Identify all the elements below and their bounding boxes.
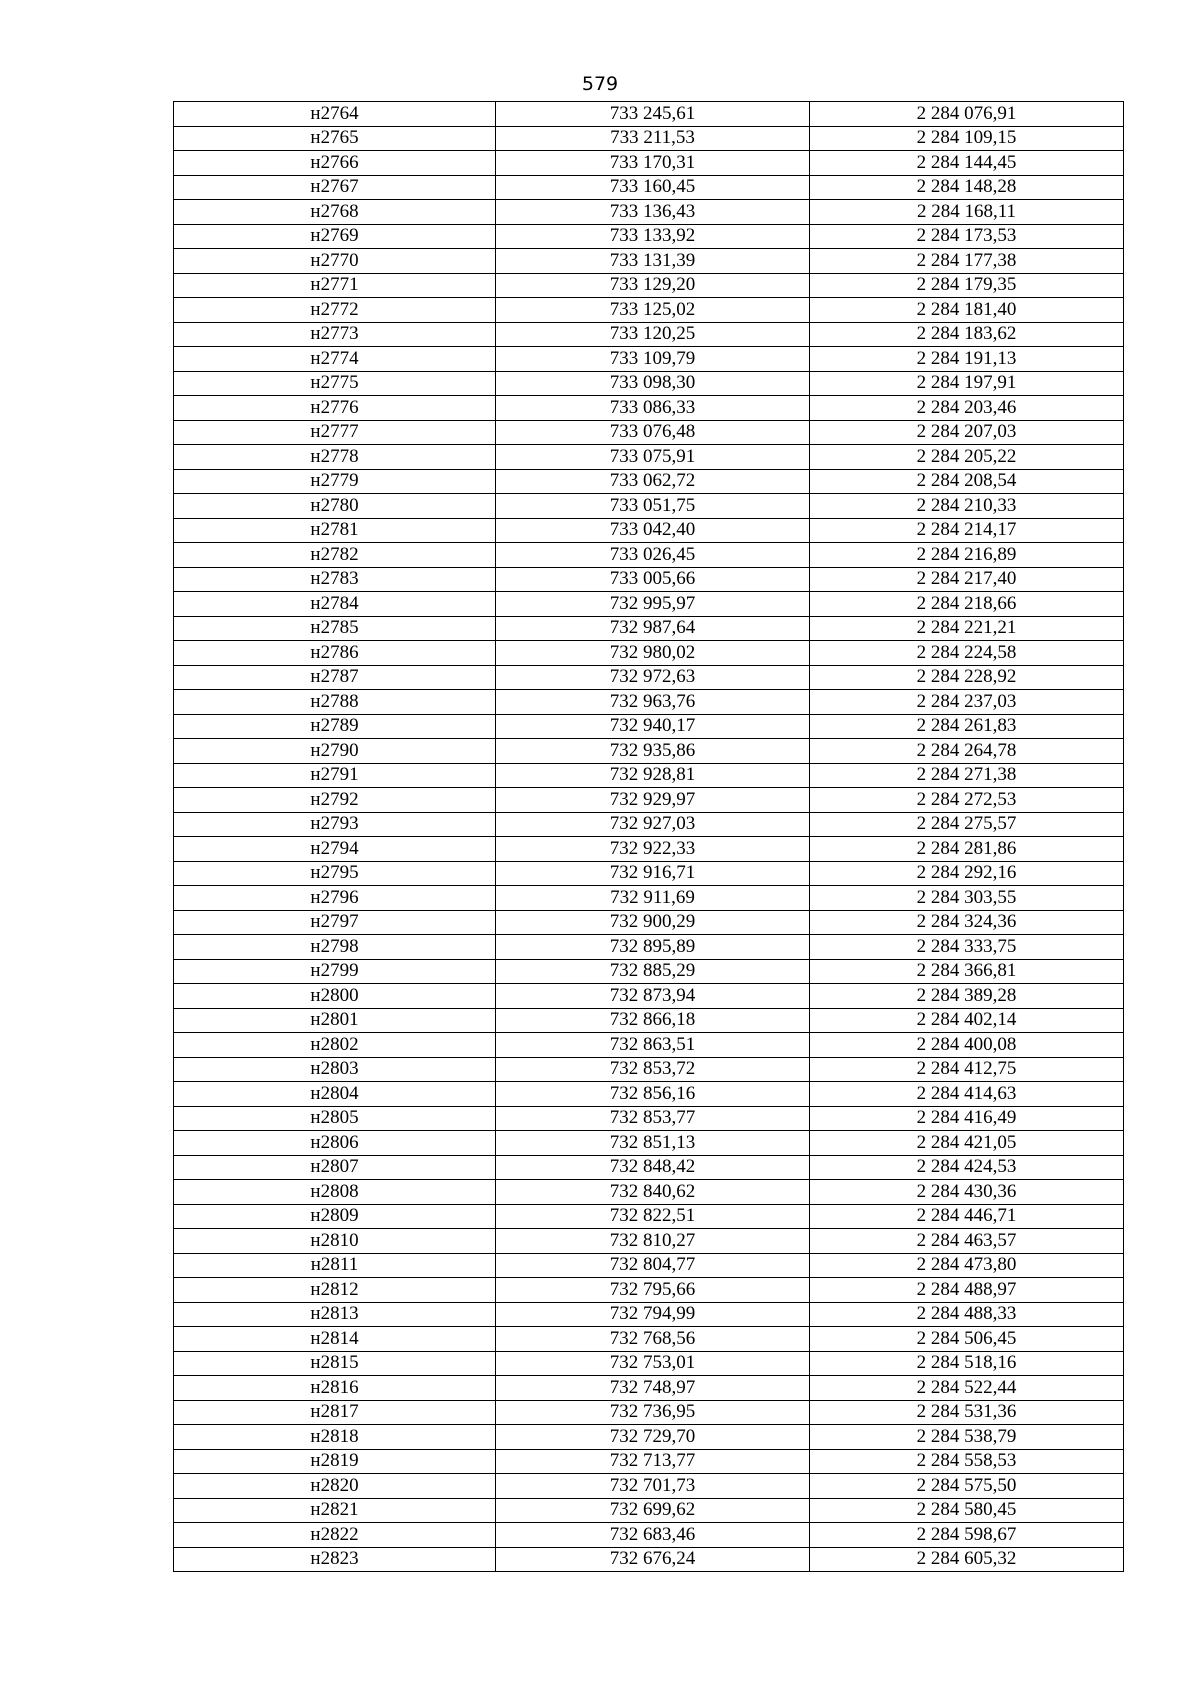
x-coordinate-cell: 733 125,02 [496, 298, 810, 323]
y-coordinate-cell: 2 284 558,53 [810, 1449, 1124, 1474]
y-coordinate-cell: 2 284 183,62 [810, 322, 1124, 347]
point-id-cell: н2777 [174, 420, 496, 445]
x-coordinate-cell: 733 133,92 [496, 224, 810, 249]
x-coordinate-cell: 732 863,51 [496, 1033, 810, 1058]
y-coordinate-cell: 2 284 389,28 [810, 984, 1124, 1009]
point-id-cell: н2783 [174, 567, 496, 592]
y-coordinate-cell: 2 284 272,53 [810, 788, 1124, 813]
table-row [174, 224, 1124, 249]
x-coordinate-cell: 733 131,39 [496, 249, 810, 274]
point-id-cell: н2769 [174, 224, 496, 249]
x-coordinate-cell: 733 211,53 [496, 126, 810, 151]
table-row [174, 665, 1124, 690]
x-coordinate-cell: 733 120,25 [496, 322, 810, 347]
table-row [174, 1400, 1124, 1425]
table-row [174, 1351, 1124, 1376]
table-row [174, 420, 1124, 445]
point-id-cell: н2795 [174, 861, 496, 886]
y-coordinate-cell: 2 284 148,28 [810, 175, 1124, 200]
x-coordinate-cell: 732 851,13 [496, 1131, 810, 1156]
y-coordinate-cell: 2 284 580,45 [810, 1498, 1124, 1523]
x-coordinate-cell: 732 940,17 [496, 714, 810, 739]
table-row [174, 1131, 1124, 1156]
point-id-cell: н2771 [174, 273, 496, 298]
x-coordinate-cell: 732 963,76 [496, 690, 810, 715]
y-coordinate-cell: 2 284 412,75 [810, 1057, 1124, 1082]
table-row [174, 298, 1124, 323]
y-coordinate-cell: 2 284 076,91 [810, 102, 1124, 127]
point-id-cell: н2778 [174, 445, 496, 470]
point-id-cell: н2774 [174, 347, 496, 372]
table-row [174, 1498, 1124, 1523]
y-coordinate-cell: 2 284 179,35 [810, 273, 1124, 298]
x-coordinate-cell: 732 972,63 [496, 665, 810, 690]
table-row [174, 200, 1124, 225]
table-row [174, 788, 1124, 813]
point-id-cell: н2786 [174, 641, 496, 666]
x-coordinate-cell: 732 729,70 [496, 1425, 810, 1450]
point-id-cell: н2768 [174, 200, 496, 225]
x-coordinate-cell: 732 922,33 [496, 837, 810, 862]
point-id-cell: н2815 [174, 1351, 496, 1376]
point-id-cell: н2776 [174, 396, 496, 421]
point-id-cell: н2784 [174, 592, 496, 617]
table-row [174, 1229, 1124, 1254]
y-coordinate-cell: 2 284 488,97 [810, 1278, 1124, 1303]
point-id-cell: н2779 [174, 469, 496, 494]
point-id-cell: н2818 [174, 1425, 496, 1450]
table-row [174, 1253, 1124, 1278]
point-id-cell: н2766 [174, 151, 496, 176]
point-id-cell: н2788 [174, 690, 496, 715]
x-coordinate-cell: 733 245,61 [496, 102, 810, 127]
x-coordinate-cell: 733 170,31 [496, 151, 810, 176]
table-row [174, 469, 1124, 494]
x-coordinate-cell: 732 713,77 [496, 1449, 810, 1474]
y-coordinate-cell: 2 284 144,45 [810, 151, 1124, 176]
x-coordinate-cell: 732 935,86 [496, 739, 810, 764]
x-coordinate-cell: 732 810,27 [496, 1229, 810, 1254]
point-id-cell: н2805 [174, 1106, 496, 1131]
x-coordinate-cell: 732 856,16 [496, 1082, 810, 1107]
table-row [174, 1057, 1124, 1082]
x-coordinate-cell: 732 911,69 [496, 886, 810, 911]
table-row [174, 543, 1124, 568]
y-coordinate-cell: 2 284 598,67 [810, 1523, 1124, 1548]
x-coordinate-cell: 733 042,40 [496, 518, 810, 543]
table-row [174, 1082, 1124, 1107]
y-coordinate-cell: 2 284 228,92 [810, 665, 1124, 690]
x-coordinate-cell: 732 736,95 [496, 1400, 810, 1425]
table-row [174, 714, 1124, 739]
table-row [174, 1376, 1124, 1401]
x-coordinate-cell: 733 086,33 [496, 396, 810, 421]
x-coordinate-cell: 732 866,18 [496, 1008, 810, 1033]
x-coordinate-cell: 732 701,73 [496, 1474, 810, 1499]
table-row [174, 1547, 1124, 1572]
table-row [174, 445, 1124, 470]
table-row [174, 1474, 1124, 1499]
point-id-cell: н2803 [174, 1057, 496, 1082]
y-coordinate-cell: 2 284 324,36 [810, 910, 1124, 935]
y-coordinate-cell: 2 284 416,49 [810, 1106, 1124, 1131]
point-id-cell: н2806 [174, 1131, 496, 1156]
point-id-cell: н2810 [174, 1229, 496, 1254]
table-row [174, 102, 1124, 127]
point-id-cell: н2821 [174, 1498, 496, 1523]
point-id-cell: н2775 [174, 371, 496, 396]
y-coordinate-cell: 2 284 208,54 [810, 469, 1124, 494]
point-id-cell: н2782 [174, 543, 496, 568]
table-row [174, 151, 1124, 176]
table-row [174, 1180, 1124, 1205]
y-coordinate-cell: 2 284 221,21 [810, 616, 1124, 641]
coordinates-table-body [174, 102, 1124, 1572]
table-row [174, 1204, 1124, 1229]
x-coordinate-cell: 732 900,29 [496, 910, 810, 935]
table-row [174, 690, 1124, 715]
y-coordinate-cell: 2 284 271,38 [810, 763, 1124, 788]
table-row [174, 959, 1124, 984]
x-coordinate-cell: 732 804,77 [496, 1253, 810, 1278]
y-coordinate-cell: 2 284 424,53 [810, 1155, 1124, 1180]
table-row [174, 739, 1124, 764]
y-coordinate-cell: 2 284 210,33 [810, 494, 1124, 519]
table-row [174, 886, 1124, 911]
table-row [174, 175, 1124, 200]
table-row [174, 812, 1124, 837]
point-id-cell: н2798 [174, 935, 496, 960]
y-coordinate-cell: 2 284 531,36 [810, 1400, 1124, 1425]
table-row [174, 1278, 1124, 1303]
x-coordinate-cell: 733 136,43 [496, 200, 810, 225]
point-id-cell: н2792 [174, 788, 496, 813]
point-id-cell: н2770 [174, 249, 496, 274]
point-id-cell: н2781 [174, 518, 496, 543]
y-coordinate-cell: 2 284 473,80 [810, 1253, 1124, 1278]
table-row [174, 1425, 1124, 1450]
table-row [174, 518, 1124, 543]
x-coordinate-cell: 732 753,01 [496, 1351, 810, 1376]
point-id-cell: н2797 [174, 910, 496, 935]
x-coordinate-cell: 733 051,75 [496, 494, 810, 519]
y-coordinate-cell: 2 284 261,83 [810, 714, 1124, 739]
table-row [174, 641, 1124, 666]
x-coordinate-cell: 732 980,02 [496, 641, 810, 666]
point-id-cell: н2767 [174, 175, 496, 200]
y-coordinate-cell: 2 284 421,05 [810, 1131, 1124, 1156]
y-coordinate-cell: 2 284 224,58 [810, 641, 1124, 666]
table-row [174, 1008, 1124, 1033]
x-coordinate-cell: 732 916,71 [496, 861, 810, 886]
x-coordinate-cell: 732 683,46 [496, 1523, 810, 1548]
x-coordinate-cell: 732 699,62 [496, 1498, 810, 1523]
table-row [174, 1302, 1124, 1327]
y-coordinate-cell: 2 284 237,03 [810, 690, 1124, 715]
y-coordinate-cell: 2 284 191,13 [810, 347, 1124, 372]
table-row [174, 1106, 1124, 1131]
point-id-cell: н2802 [174, 1033, 496, 1058]
point-id-cell: н2765 [174, 126, 496, 151]
table-row [174, 1155, 1124, 1180]
table-row [174, 1449, 1124, 1474]
point-id-cell: н2799 [174, 959, 496, 984]
y-coordinate-cell: 2 284 400,08 [810, 1033, 1124, 1058]
y-coordinate-cell: 2 284 303,55 [810, 886, 1124, 911]
y-coordinate-cell: 2 284 366,81 [810, 959, 1124, 984]
x-coordinate-cell: 732 928,81 [496, 763, 810, 788]
y-coordinate-cell: 2 284 197,91 [810, 371, 1124, 396]
y-coordinate-cell: 2 284 109,15 [810, 126, 1124, 151]
table-row [174, 494, 1124, 519]
y-coordinate-cell: 2 284 292,16 [810, 861, 1124, 886]
y-coordinate-cell: 2 284 538,79 [810, 1425, 1124, 1450]
point-id-cell: н2811 [174, 1253, 496, 1278]
x-coordinate-cell: 733 129,20 [496, 273, 810, 298]
table-row [174, 347, 1124, 372]
point-id-cell: н2794 [174, 837, 496, 862]
y-coordinate-cell: 2 284 217,40 [810, 567, 1124, 592]
x-coordinate-cell: 732 794,99 [496, 1302, 810, 1327]
x-coordinate-cell: 732 885,29 [496, 959, 810, 984]
table-row [174, 126, 1124, 151]
page-number: 579 [581, 73, 619, 95]
point-id-cell: н2812 [174, 1278, 496, 1303]
table-row [174, 910, 1124, 935]
y-coordinate-cell: 2 284 205,22 [810, 445, 1124, 470]
y-coordinate-cell: 2 284 430,36 [810, 1180, 1124, 1205]
table-row [174, 371, 1124, 396]
x-coordinate-cell: 732 822,51 [496, 1204, 810, 1229]
x-coordinate-cell: 733 062,72 [496, 469, 810, 494]
table-row [174, 322, 1124, 347]
table-row [174, 1523, 1124, 1548]
y-coordinate-cell: 2 284 518,16 [810, 1351, 1124, 1376]
x-coordinate-cell: 732 929,97 [496, 788, 810, 813]
x-coordinate-cell: 732 768,56 [496, 1327, 810, 1352]
table-row [174, 763, 1124, 788]
point-id-cell: н2814 [174, 1327, 496, 1352]
x-coordinate-cell: 732 748,97 [496, 1376, 810, 1401]
point-id-cell: н2800 [174, 984, 496, 1009]
point-id-cell: н2807 [174, 1155, 496, 1180]
point-id-cell: н2791 [174, 763, 496, 788]
point-id-cell: н2780 [174, 494, 496, 519]
y-coordinate-cell: 2 284 522,44 [810, 1376, 1124, 1401]
y-coordinate-cell: 2 284 264,78 [810, 739, 1124, 764]
point-id-cell: н2793 [174, 812, 496, 837]
x-coordinate-cell: 733 005,66 [496, 567, 810, 592]
x-coordinate-cell: 732 853,77 [496, 1106, 810, 1131]
y-coordinate-cell: 2 284 575,50 [810, 1474, 1124, 1499]
x-coordinate-cell: 732 895,89 [496, 935, 810, 960]
y-coordinate-cell: 2 284 173,53 [810, 224, 1124, 249]
table-row [174, 616, 1124, 641]
x-coordinate-cell: 732 853,72 [496, 1057, 810, 1082]
point-id-cell: н2817 [174, 1400, 496, 1425]
point-id-cell: н2804 [174, 1082, 496, 1107]
table-row [174, 984, 1124, 1009]
point-id-cell: н2785 [174, 616, 496, 641]
x-coordinate-cell: 732 840,62 [496, 1180, 810, 1205]
table-row [174, 1327, 1124, 1352]
y-coordinate-cell: 2 284 402,14 [810, 1008, 1124, 1033]
point-id-cell: н2773 [174, 322, 496, 347]
y-coordinate-cell: 2 284 168,11 [810, 200, 1124, 225]
point-id-cell: н2796 [174, 886, 496, 911]
point-id-cell: н2808 [174, 1180, 496, 1205]
y-coordinate-cell: 2 284 207,03 [810, 420, 1124, 445]
point-id-cell: н2801 [174, 1008, 496, 1033]
point-id-cell: н2790 [174, 739, 496, 764]
point-id-cell: н2764 [174, 102, 496, 127]
y-coordinate-cell: 2 284 181,40 [810, 298, 1124, 323]
x-coordinate-cell: 732 995,97 [496, 592, 810, 617]
y-coordinate-cell: 2 284 216,89 [810, 543, 1124, 568]
x-coordinate-cell: 733 075,91 [496, 445, 810, 470]
point-id-cell: н2820 [174, 1474, 496, 1499]
point-id-cell: н2789 [174, 714, 496, 739]
point-id-cell: н2772 [174, 298, 496, 323]
table-row [174, 396, 1124, 421]
point-id-cell: н2787 [174, 665, 496, 690]
x-coordinate-cell: 732 676,24 [496, 1547, 810, 1572]
y-coordinate-cell: 2 284 218,66 [810, 592, 1124, 617]
x-coordinate-cell: 732 795,66 [496, 1278, 810, 1303]
point-id-cell: н2816 [174, 1376, 496, 1401]
x-coordinate-cell: 733 109,79 [496, 347, 810, 372]
y-coordinate-cell: 2 284 446,71 [810, 1204, 1124, 1229]
y-coordinate-cell: 2 284 177,38 [810, 249, 1124, 274]
x-coordinate-cell: 732 927,03 [496, 812, 810, 837]
point-id-cell: н2823 [174, 1547, 496, 1572]
y-coordinate-cell: 2 284 506,45 [810, 1327, 1124, 1352]
x-coordinate-cell: 732 873,94 [496, 984, 810, 1009]
y-coordinate-cell: 2 284 463,57 [810, 1229, 1124, 1254]
table-row [174, 273, 1124, 298]
x-coordinate-cell: 733 160,45 [496, 175, 810, 200]
y-coordinate-cell: 2 284 333,75 [810, 935, 1124, 960]
table-row [174, 249, 1124, 274]
x-coordinate-cell: 732 848,42 [496, 1155, 810, 1180]
y-coordinate-cell: 2 284 214,17 [810, 518, 1124, 543]
x-coordinate-cell: 733 026,45 [496, 543, 810, 568]
table-row [174, 837, 1124, 862]
y-coordinate-cell: 2 284 281,86 [810, 837, 1124, 862]
table-row [174, 935, 1124, 960]
y-coordinate-cell: 2 284 203,46 [810, 396, 1124, 421]
table-row [174, 1033, 1124, 1058]
y-coordinate-cell: 2 284 488,33 [810, 1302, 1124, 1327]
table-row [174, 567, 1124, 592]
y-coordinate-cell: 2 284 275,57 [810, 812, 1124, 837]
point-id-cell: н2822 [174, 1523, 496, 1548]
coordinates-table [173, 101, 1124, 1572]
y-coordinate-cell: 2 284 605,32 [810, 1547, 1124, 1572]
table-row [174, 592, 1124, 617]
y-coordinate-cell: 2 284 414,63 [810, 1082, 1124, 1107]
table-row [174, 861, 1124, 886]
x-coordinate-cell: 732 987,64 [496, 616, 810, 641]
x-coordinate-cell: 733 098,30 [496, 371, 810, 396]
x-coordinate-cell: 733 076,48 [496, 420, 810, 445]
point-id-cell: н2813 [174, 1302, 496, 1327]
point-id-cell: н2819 [174, 1449, 496, 1474]
point-id-cell: н2809 [174, 1204, 496, 1229]
